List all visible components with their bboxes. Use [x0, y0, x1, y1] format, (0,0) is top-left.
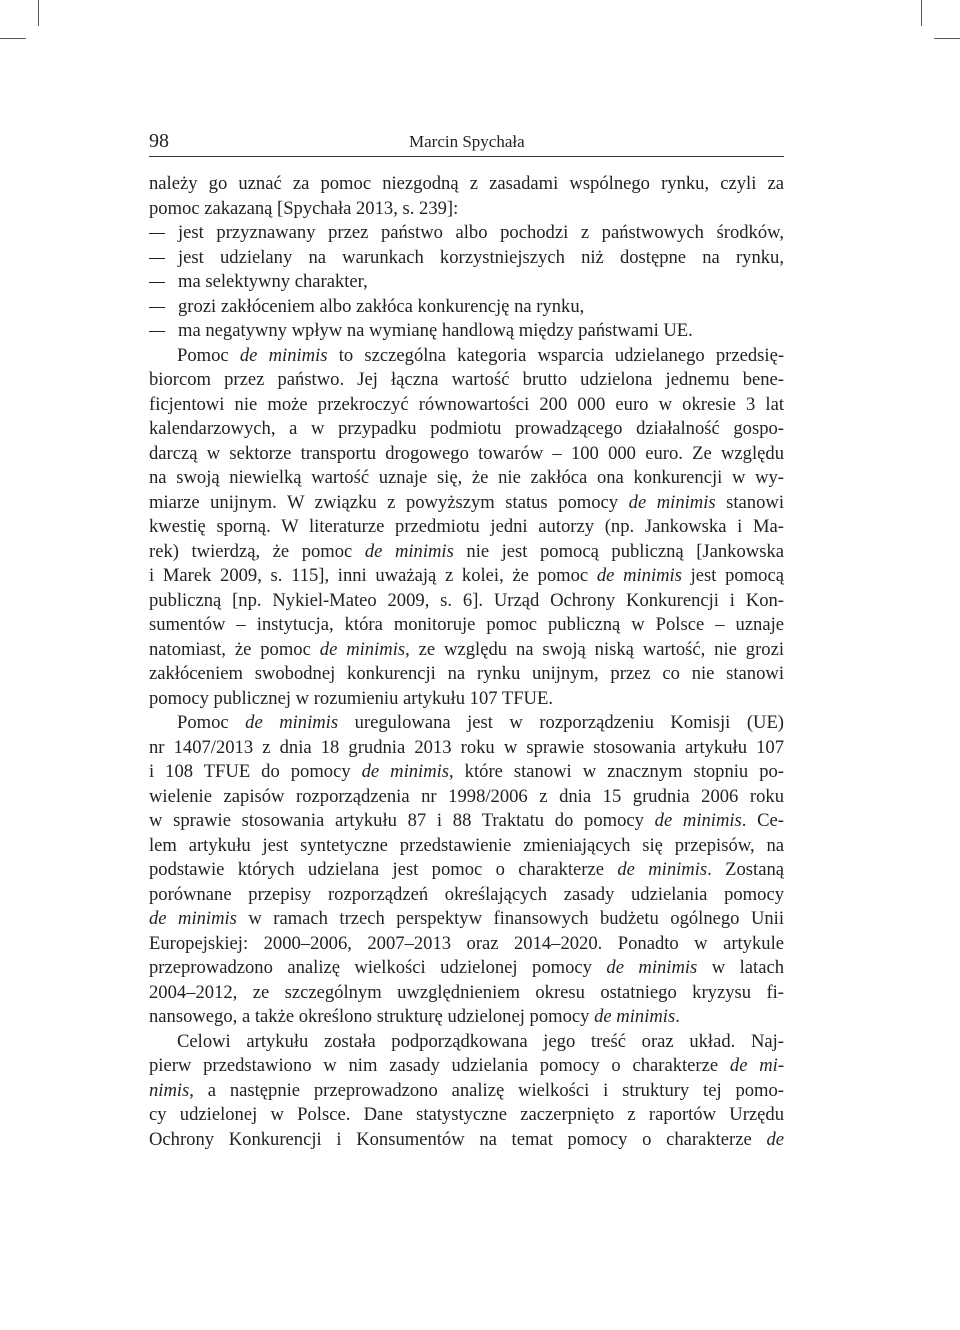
text-line: kalendarzowych, a w przypadku podmiotu prowadzącego działalność gospo- — [149, 418, 784, 439]
text-line: nansowego, a także określono strukturę udzielonej pomocy de minimis. — [149, 1006, 680, 1027]
text-line: Ochrony Konkurencji i Konsumentów na temat pomocy o charakterze de — [149, 1128, 784, 1150]
text-line: porównane przepisy rozporządzeń określających zasady udzielania pomocy — [149, 883, 784, 905]
dash-bullet — [149, 307, 165, 308]
list-item: ma negatywny wpływ na wymianę handlową między państwami UE. — [149, 319, 784, 344]
text-line: cy udzielonej w Polsce. Dane statystyczne zaczerpnięto z raportów Urzędu — [149, 1104, 784, 1125]
text-line: nimis, a następnie przeprowadzono analizę wielkości i struktury tej pomo- — [149, 1079, 784, 1101]
text-line: de minimis w ramach trzech perspektyw finansowych budżetu ogólnego Unii — [149, 908, 784, 929]
running-header — [149, 128, 784, 157]
list-item: grozi zakłóceniem albo zakłóca konkurencję na rynku, — [149, 295, 784, 320]
text-line: natomiast, że pomoc de minimis, ze względu na swoją niską wartość, nie grozi — [149, 638, 784, 660]
text-line: sumentów – instytucja, która monitoruje pomoc publiczną w Polsce – uznaje — [149, 614, 784, 635]
text-line: 2004–2012, ze szczególnym uwzględnieniem okresu ostatniego kryzysu fi- — [149, 981, 784, 1003]
dash-bullet — [149, 233, 165, 234]
text-line: Celowi artykułu została podporządkowana jego treść oraz układ. Naj- — [177, 1030, 784, 1052]
text-line: wielenie zapisów rozporządzenia nr 1998/2006 z dnia 15 grudnia 2006 roku — [149, 785, 784, 807]
text-line: rek) twierdzą, że pomoc de minimis nie jest pomocą publiczną [Jankowska — [149, 540, 784, 562]
body-text — [149, 172, 784, 1152]
text-line: Pomoc de minimis uregulowana jest w rozporządzeniu Komisji (UE) — [177, 712, 784, 733]
text-line: ficjentowi nie może przekroczyć równowartości 200 000 euro w okresie 3 lat — [149, 393, 784, 415]
crop-mark-top-right-vertical — [921, 0, 922, 26]
page-number: 98 — [149, 130, 169, 152]
text-line: zakłóceniem swobodnej konkurencji na rynku unijnym, przez co nie stanowi — [149, 663, 784, 684]
text-line: nr 1407/2013 z dnia 18 grudnia 2013 roku w sprawie stosowania artykułu 107 — [149, 736, 784, 758]
text-line: należy go uznać za pomoc niezgodną z zasadami wspólnego rynku, czyli za — [149, 173, 784, 194]
text-line: pierw przedstawiono w nim zasady udzielania pomocy o charakterze de mi- — [149, 1055, 784, 1076]
text-line: miarze unijnym. W związku z powyższym status pomocy de minimis stanowi — [149, 491, 784, 513]
list-item: ma selektywny charakter, — [149, 270, 784, 295]
text-line: darczą w sektorze transportu drogowego towarów – 100 000 euro. Ze względu — [149, 442, 784, 464]
text-line: i Marek 2009, s. 115], inni uważają z kolei, że pomoc de minimis jest pomocą — [149, 565, 784, 586]
text-line: publiczną [np. Nykiel-Mateo 2009, s. 6]. Urząd Ochrony Konkurencji i Kon- — [149, 589, 784, 611]
text-line: pomoc zakazaną [Spychała 2013, s. 239]: — [149, 197, 459, 219]
running-head-author: Marcin Spychała — [409, 132, 525, 151]
text-line: pomocy publicznej w rozumieniu artykułu 107 TFUE. — [149, 687, 553, 709]
text-line: i 108 TFUE do pomocy de minimis, które stanowi w znacznym stopniu po- — [149, 761, 784, 782]
text-line: w sprawie stosowania artykułu 87 i 88 Traktatu do pomocy de minimis. Ce- — [149, 810, 784, 831]
text-line: na swoją niewielką wartość uznaje się, że nie zakłóca ona konkurencji w wy- — [149, 467, 784, 488]
text-line: przeprowadzono analizę wielkości udzielonej pomocy de minimis w latach — [149, 957, 784, 978]
text-line: lem artykułu jest syntetyczne przedstawienie zmieniających się przepisów, na — [149, 834, 784, 856]
crop-mark-top-right-horizontal — [934, 38, 960, 39]
crop-mark-top-left-vertical — [38, 0, 39, 26]
text-line: biorcom przez państwo. Jej łączna wartość brutto udzielona jednemu bene- — [149, 369, 784, 390]
crop-mark-top-left-horizontal — [0, 38, 26, 39]
text-line: Pomoc de minimis to szczególna kategoria wsparcia udzielanego przedsię- — [177, 344, 784, 366]
dash-bullet — [149, 282, 165, 283]
dash-bullet — [149, 258, 165, 259]
text-line: podstawie których udzielana jest pomoc o charakterze de minimis. Zostaną — [149, 859, 784, 880]
dash-bullet — [149, 331, 165, 332]
text-line: kwestię sporną. W literaturze przedmiotu jedni autorzy (np. Jankowska i Ma- — [149, 516, 784, 537]
list-item: jest udzielany na warunkach korzystniejszych niż dostępne na rynku, — [149, 246, 784, 271]
text-line: Europejskiej: 2000–2006, 2007–2013 oraz 2014–2020. Ponadto w artykule — [149, 932, 784, 954]
list-item: jest przyznawany przez państwo albo pochodzi z państwowych środków, — [149, 221, 784, 246]
